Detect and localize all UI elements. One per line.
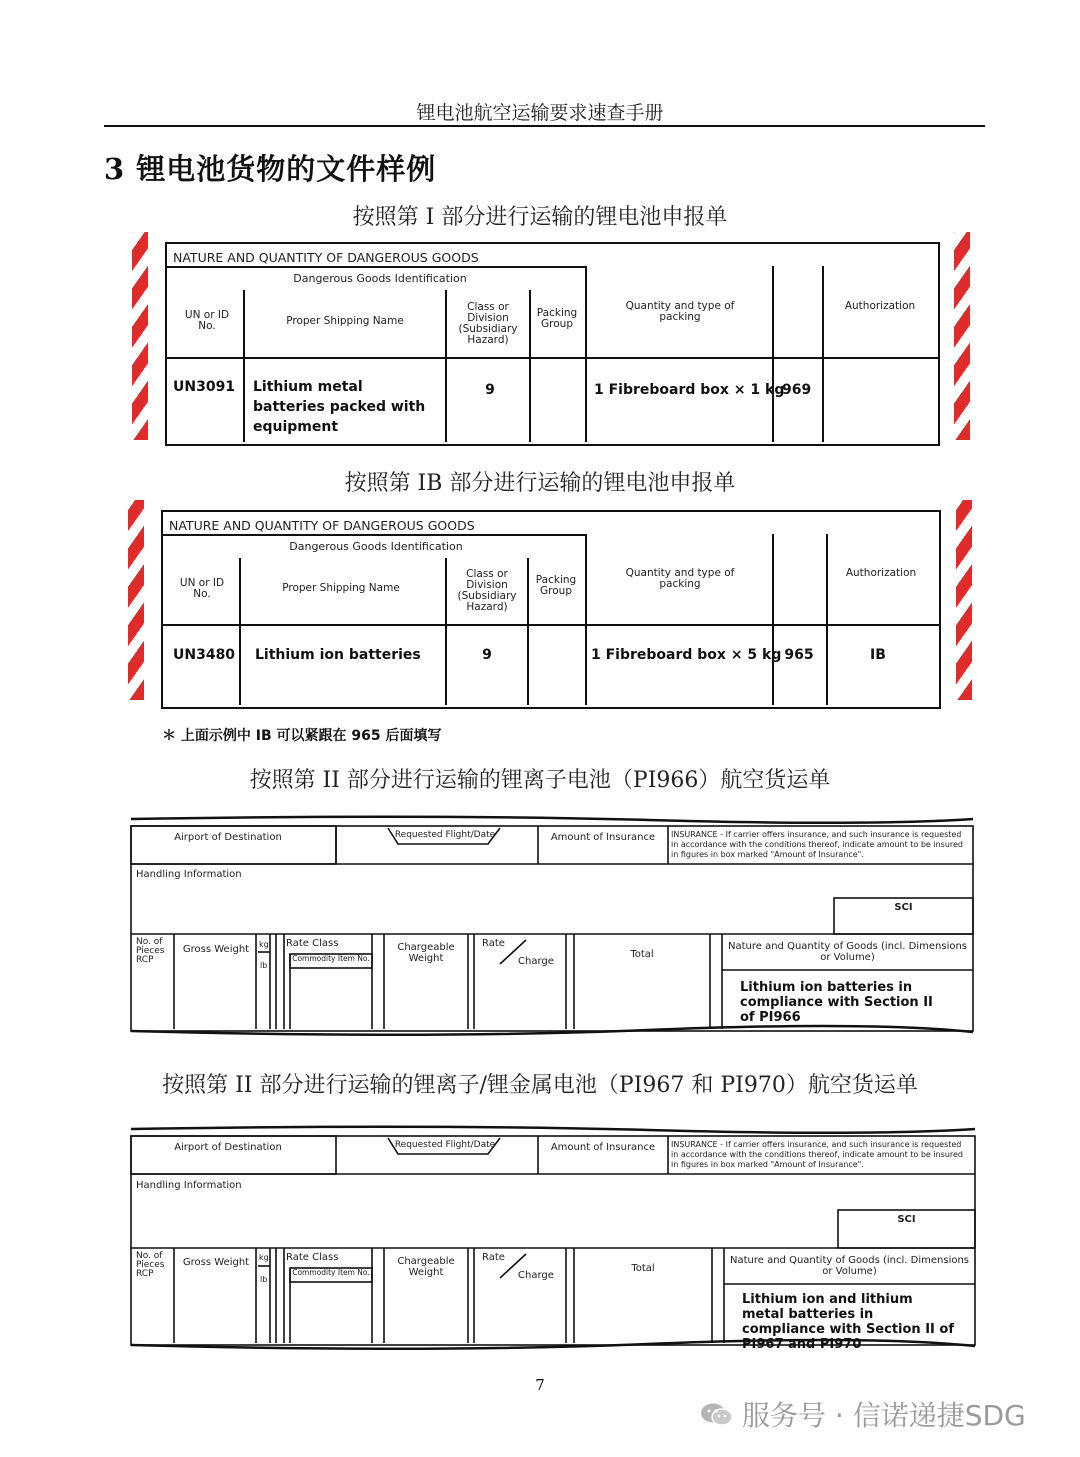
packing-group-label: Packing Group [536, 307, 578, 330]
packing-group-label: Packing Group [535, 574, 577, 597]
nature-quantity-label: Nature and Quantity of Goods (incl. Dimensions or Volume) [729, 1255, 970, 1277]
hazard-stripe-left [132, 232, 148, 440]
class-division-label: Class or Division (Subsidiary Hazard) [457, 568, 517, 613]
lb-label: lb [260, 961, 268, 970]
total-label: Total [631, 1263, 655, 1274]
wechat-icon [700, 1402, 734, 1428]
form-divider [165, 266, 585, 268]
un-number: UN3480 [173, 647, 236, 663]
waybill-caption: 按照第 II 部分进行运输的锂离子/锂金属电池（PI967 和 PI970）航空货运单 [162, 1073, 918, 1098]
charge-label: Charge [518, 1270, 554, 1281]
form-divider [822, 266, 824, 442]
rate-class-label: Rate Class [286, 938, 339, 949]
form-divider [161, 534, 585, 536]
amount-insurance-label: Amount of Insurance [550, 832, 656, 843]
quantity-value: 1 Fibreboard box × 5 kg [591, 647, 782, 663]
hazard-stripe-right [956, 500, 972, 700]
form-divider [243, 290, 245, 442]
form-divider [161, 624, 939, 626]
nature-quantity-label: Nature and Quantity of Goods (incl. Dimensions or Volume) [727, 941, 968, 963]
handling-info-label: Handling Information [136, 1180, 242, 1191]
form-divider [445, 558, 447, 705]
gross-weight-label: Gross Weight [182, 944, 250, 955]
amount-insurance-label: Amount of Insurance [550, 1142, 656, 1153]
watermark-text: 服务号 · 信诺递捷SDG [742, 1399, 1026, 1432]
packing-instruction-value: 965 [784, 647, 814, 663]
class-value: 9 [482, 647, 492, 663]
form-divider [772, 534, 774, 705]
waybill-caption: 按照第 II 部分进行运输的锂离子电池（PI966）航空货运单 [249, 768, 831, 793]
form-frame [161, 510, 941, 709]
charge-label: Charge [518, 956, 554, 967]
proper-shipping-name-label: Proper Shipping Name [286, 315, 404, 327]
chargeable-weight-label: Chargeable Weight [397, 1256, 455, 1278]
dg-identification-label: Dangerous Goods Identification [293, 272, 467, 285]
authorization-label: Authorization [844, 300, 916, 312]
insurance-note: INSURANCE - If carrier offers insurance, and such insurance is requested in accordance with the conditions thereof, indicate amount to be insured in figures in box marked "Amount of Insurance". [671, 1140, 964, 1169]
dg-identification-label: Dangerous Goods Identification [289, 540, 463, 553]
hazard-stripe-right [954, 232, 970, 440]
class-division-label: Class or Division (Subsidiary Hazard) [458, 301, 518, 346]
proper-shipping-name-label: Proper Shipping Name [282, 582, 400, 594]
class-value: 9 [485, 382, 495, 398]
watermark [700, 1394, 1026, 1434]
requested-flight-label: Requested Flight/Date [394, 830, 496, 840]
un-number: UN3091 [173, 379, 236, 395]
rate-label: Rate [482, 1252, 505, 1263]
header-divider [104, 125, 985, 127]
form-divider [239, 558, 241, 705]
quantity-value: 1 Fibreboard box × 1 kg [594, 382, 785, 398]
un-id-label: UN or ID No. [179, 577, 225, 600]
dangerous-goods-declaration-form [165, 240, 940, 445]
kg-label: kg [259, 940, 269, 949]
proper-shipping-name: Lithium ion batteries [255, 647, 421, 663]
lb-label: lb [260, 1275, 268, 1284]
airport-destination-label: Airport of Destination [174, 1142, 282, 1153]
authorization-value: IB [870, 647, 886, 663]
chargeable-weight-label: Chargeable Weight [397, 942, 455, 964]
un-id-label: UN or ID No. [184, 309, 230, 332]
commodity-label: Commodity Item No. [292, 954, 370, 963]
packing-instruction-value: 969 [782, 382, 812, 398]
sci-label: SCI [897, 1214, 916, 1225]
rate-class-label: Rate Class [286, 1252, 339, 1263]
authorization-label: Authorization [845, 567, 917, 579]
document-header-title: 锂电池航空运输要求速查手册 [416, 102, 664, 124]
goods-description: Lithium ion batteries in compliance with Section II of PI966 [740, 980, 933, 1025]
form-title: NATURE AND QUANTITY OF DANGEROUS GOODS [173, 250, 479, 265]
handling-info-label: Handling Information [136, 869, 242, 880]
form-divider [772, 266, 774, 442]
section-title: 3 锂电池货物的文件样例 [104, 152, 437, 186]
air-waybill [128, 1124, 978, 1352]
gross-weight-label: Gross Weight [182, 1257, 250, 1268]
footnote: ＊ 上面示例中 IB 可以紧跟在 965 后面填写 [162, 728, 442, 744]
goods-description: Lithium ion and lithium metal batteries in compliance with Section II of PI967 and PI970 [742, 1292, 954, 1352]
form-divider [585, 266, 587, 442]
no-pieces-label: No. of Pieces RCP [136, 1251, 165, 1279]
quantity-packing-label: Quantity and type of packing [625, 567, 735, 590]
hazard-stripe-left [128, 500, 144, 700]
form-caption: 按照第 I 部分进行运输的锂电池申报单 [352, 205, 728, 230]
form-divider [445, 290, 447, 442]
total-label: Total [630, 949, 654, 960]
dangerous-goods-declaration-form [161, 508, 941, 708]
kg-label: kg [259, 1253, 269, 1262]
no-pieces-label: No. of Pieces RCP [136, 937, 165, 965]
airport-destination-label: Airport of Destination [174, 832, 282, 843]
quantity-packing-label: Quantity and type of packing [625, 300, 735, 323]
sci-label: SCI [894, 902, 913, 913]
form-caption: 按照第 IB 部分进行运输的锂电池申报单 [344, 471, 736, 496]
page-number: 7 [535, 1376, 545, 1394]
form-divider [826, 534, 828, 705]
form-divider [585, 534, 587, 705]
form-title: NATURE AND QUANTITY OF DANGEROUS GOODS [169, 518, 475, 533]
commodity-label: Commodity Item No. [292, 1268, 370, 1277]
insurance-note: INSURANCE - If carrier offers insurance, and such insurance is requested in accordance with the conditions thereof, indicate amount to be insured in figures in box marked "Amount of Insurance". [671, 830, 964, 859]
air-waybill [128, 814, 976, 1038]
proper-shipping-name: Lithium metal batteries packed with equipment [253, 379, 426, 435]
requested-flight-label: Requested Flight/Date [394, 1140, 496, 1150]
rate-label: Rate [482, 938, 505, 949]
